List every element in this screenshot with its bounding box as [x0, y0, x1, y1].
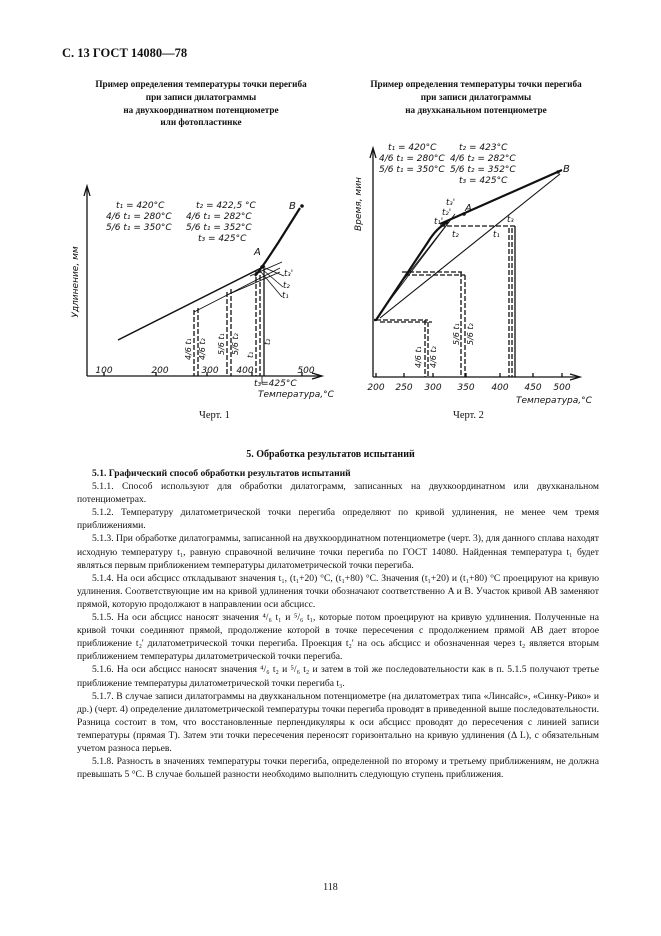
section-title: 5. Обработка результатов испытаний — [246, 449, 415, 460]
fig1-ylabel: Удлинение, мм — [71, 246, 81, 318]
fig2-legend: t₃ = 425°C — [459, 176, 508, 186]
fig2-point-B — [556, 170, 560, 174]
fig1-point-label: t₃' — [284, 269, 294, 279]
fig2-xtick-label: 250 — [395, 383, 413, 393]
figure2-title-line: на двухканальном потенциометре — [405, 104, 547, 115]
fig1-vline-label: t₂ — [263, 338, 272, 345]
figure1-title-line: Пример определения температуры точки перегиба — [95, 79, 307, 89]
fig2-xtick-label: 500 — [553, 383, 571, 393]
paragraph: 5.1.2. Температуру дилатометрической точки перегиба определяют по кривой удлинения, не менее чем тремя приближениями. — [77, 507, 599, 532]
fig2-ylabel: Время, мин — [354, 177, 364, 231]
fig1-vline-label: 5/6 t₂ — [231, 333, 240, 355]
fig2-temperature-line — [380, 174, 560, 318]
fig1-t3-marker: t₃=425°C — [254, 379, 297, 389]
paragraph: 5.1.8. Разность в значениях температуры точки перегиба, определенной по второму и третьему приближениям, не должна превышать 5 °С. В случае большей разности необходимо выполнить следующую ступень приближения. — [77, 756, 599, 781]
paragraph: 5.1.5. На оси абсцисс наносят значения ⁴/₆ t₁ и ⁵/₆ t₁, которые потом проецируют на кривую удлинения. Полученные на кривой точки соединяют прямой, продолжение которой в точке пересечения с продолжением прямой AB дает второе приближение t₂' дилатометрической точки перегиба. Проекция t₂' на ось абсцисс и обозначенная через t₂ является вторым приближением температуры дилатометрической точки перегиба. — [77, 612, 599, 663]
paragraph: 5.1.3. При обработке дилатограммы, записанной на двухкоординатном потенциометре (черт. 3), для данного сплава находят исходную температуру t₁, равную справочной величине точки перегиба по ГОСТ 14080. Найденная температура t₁ будет являться первым приближением температуры дилатометрической точки перегиба. — [77, 533, 599, 571]
paragraph: 5.1.1. Способ используют для обработки дилатограмм, записанных на двухкоординатном или двухканальном потенциометрах. — [77, 481, 599, 506]
fig1-point-A-label: A — [254, 247, 261, 258]
fig2-legend: 4/6 t₂ = 282°C — [450, 154, 516, 164]
fig1-legend: 4/6 t₁ = 280°C — [106, 212, 172, 222]
fig1-point-B-label: B — [289, 201, 296, 212]
section-body — [77, 467, 599, 781]
fig2-point-label: t₂' — [442, 208, 452, 218]
fig2-point-label: t₁ — [493, 230, 500, 240]
fig1-legend: t₃ = 425°C — [198, 234, 247, 244]
figure2-caption: Черт. 2 — [453, 410, 484, 421]
fig1-legend: 5/6 t₁ = 352°C — [186, 223, 252, 233]
fig2-vline-label: 5/6 t₂ — [466, 323, 475, 345]
fig1-xtick-label: 500 — [297, 366, 315, 376]
fig2-point-B-label: B — [563, 164, 570, 175]
fig2-legend: t₂ = 423°C — [459, 143, 508, 153]
figure2-title-line: Пример определения температуры точки перегиба — [370, 79, 582, 89]
fig1-vline-label: 4/6 t₂ — [198, 338, 207, 360]
fig1-xtick-label: 400 — [236, 366, 254, 376]
fig1-xtick-label: 100 — [95, 366, 113, 376]
figure1-title-line: на двухкоординатном потенциометре — [123, 104, 279, 115]
fig2-legend: 5/6 t₂ = 352°C — [450, 165, 516, 175]
figure1-title-line: или фотопластинке — [160, 117, 242, 128]
figure1-caption: Черт. 1 — [199, 410, 230, 421]
fig1-vline-label: 5/6 t₁ — [217, 333, 226, 355]
fig1-point-label: t₂ — [283, 281, 290, 291]
fig2-xtick-label: 400 — [491, 383, 509, 393]
fig2-point-label: t₃ — [507, 215, 514, 225]
fig2-point-label: t₃' — [446, 198, 456, 208]
fig2-point-label: t₁' — [434, 217, 444, 227]
figure1-title-line: при записи дилатограммы — [145, 91, 257, 102]
fig1-xlabel: Температура,°С — [258, 390, 334, 400]
paragraph: 5.1.7. В случае записи дилатограммы на двухканальном потенциометре (на дилатометрах типа «Линсайс», «Синку-Рико» и др.) (черт. 4) определение дилатометрической температуры точки перегиба проводят в приведенной выше последовательности. Разница состоит в том, что восстановленные перпендикуляры к оси абсцисс проводят до пересечения с линией записи температуры (прямая T). Затем эти точки пересечения переносят горизонтально на кривую удлинения (Δ L), с обязательным учетом разноса перьев. — [77, 690, 599, 754]
fig2-xtick-label: 450 — [524, 383, 542, 393]
fig2-legend: 4/6 t₁ = 280°C — [379, 154, 445, 164]
fig2-xtick-label: 300 — [424, 383, 442, 393]
fig2-xlabel: Температура,°С — [516, 396, 592, 406]
figure2-title-line: при записи дилатограммы — [420, 91, 532, 102]
fig1-vline-label: 4/6 t₁ — [184, 338, 193, 360]
fig2-legend: 5/6 t₁ = 350°C — [379, 165, 445, 175]
page-header: С. 13 ГОСТ 14080—78 — [62, 46, 188, 60]
fig2-approx-line — [390, 218, 452, 300]
fig2-point-label: t₂ — [452, 230, 459, 240]
subsection-title: 5.1. Графический способ обработки результатов испытаний — [92, 468, 351, 479]
fig1-legend: 5/6 t₁ = 350°C — [106, 223, 172, 233]
fig1-legend: t₁ = 420°C — [116, 201, 165, 211]
fig2-vline-label: 4/6 t₂ — [429, 346, 438, 368]
fig1-point-label: t₁ — [282, 291, 289, 301]
paragraph: 5.1.4. На оси абсцисс откладывают значения t₁, (t₁+20) °С, (t₁+80) °С. Значения (t₁+20) и (t₁+80) °С проецируют на кривую удлинения. Соответствующие им на кривой удлинения точки обозначают соответственно A и B. Участок кривой AB заменяют прямой, которую продолжают в направлении оси абсцисс. — [77, 572, 599, 610]
fig1-xtick-label: 300 — [201, 366, 219, 376]
fig1-legend: 4/6 t₁ = 282°C — [186, 212, 252, 222]
fig2-xtick-label: 200 — [367, 383, 385, 393]
fig1-vline-label: t₁ — [246, 351, 255, 358]
fig1-xtick-label: 200 — [151, 366, 169, 376]
fig2-vline-label: 5/6 t₁ — [452, 323, 461, 345]
fig2-xtick-label: 350 — [457, 383, 475, 393]
page-number: 118 — [323, 882, 338, 893]
fig2-vline-label: 4/6 t₁ — [414, 346, 423, 368]
fig1-legend: t₂ = 422,5 °C — [196, 201, 256, 211]
paragraph: 5.1.6. На оси абсцисс наносят значения ⁴/₆ t₂ и ⁵/₆ t₂ и затем в той же последовательности как в п. 5.1.5 получают третье приближение температуры дилатометрической точки перегиба t₃. — [77, 664, 599, 689]
fig2-legend: t₁ = 420°C — [388, 143, 437, 153]
fig2-point-A-label: A — [465, 203, 472, 214]
